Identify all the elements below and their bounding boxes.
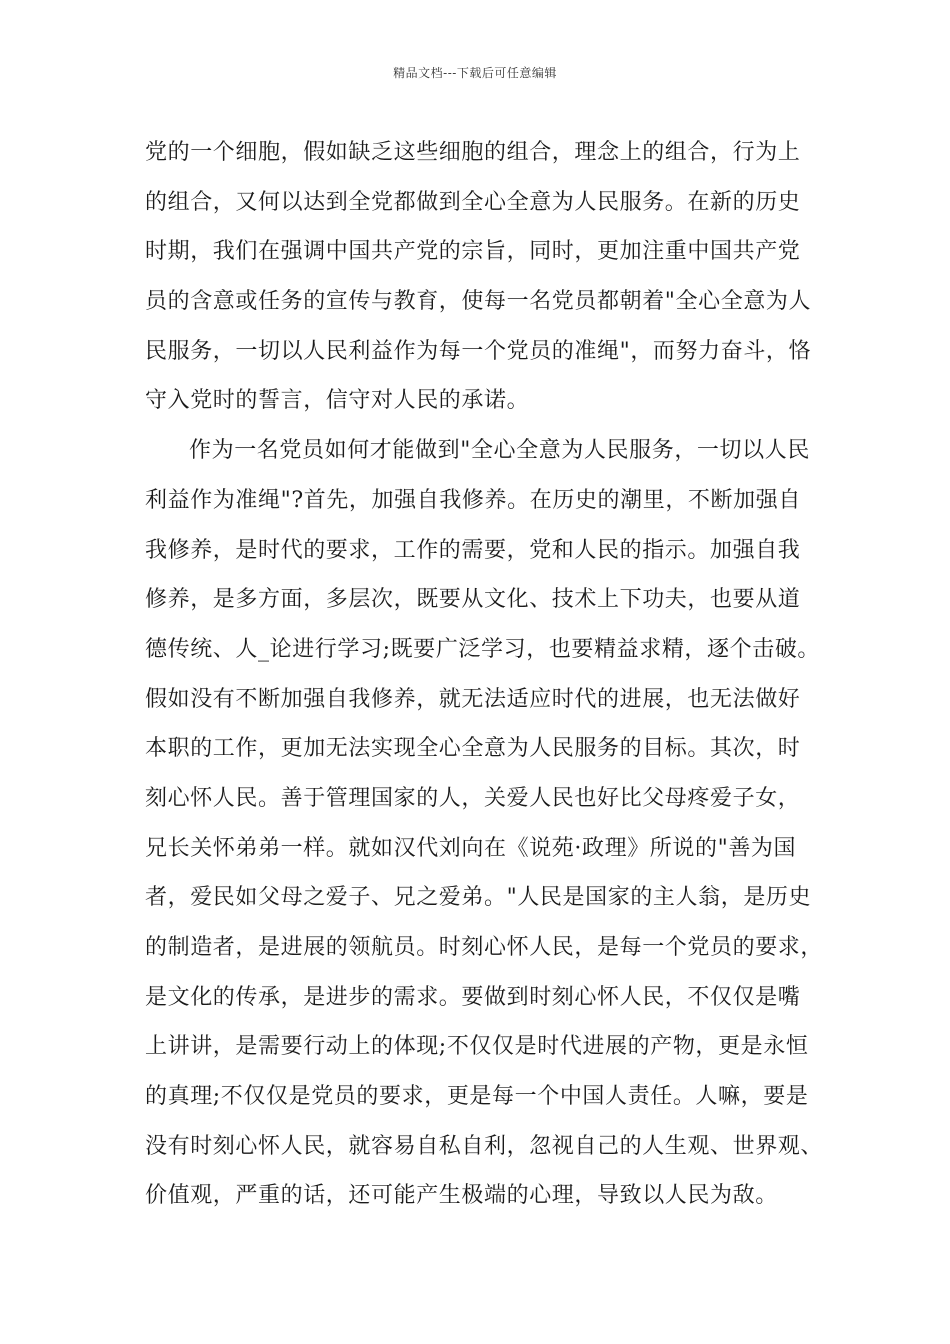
text-line: 时期，我们在强调中国共产党的宗旨，同时，更加注重中国共产党 — [145, 239, 801, 265]
text-line: 者，爱民如父母之爱子、兄之爱弟。"人民是国家的主人翁，是历史 — [145, 885, 812, 911]
body-text — [145, 132, 824, 1225]
text-line: 是文化的传承，是进步的需求。要做到时刻心怀人民，不仅仅是嘴 — [145, 984, 801, 1010]
page-header: 精品文档---下载后可任意编辑 — [393, 66, 557, 80]
text-line: 我修养，是时代的要求，工作的需要，党和人民的指示。加强自我 — [145, 537, 801, 563]
text-line: 员的含意或任务的宣传与教育，使每一名党员都朝着"全心全意为人 — [145, 289, 812, 315]
text-line: 刻心怀人民。善于管理国家的人，关爱人民也好比父母疼爱子女， — [145, 785, 801, 811]
text-line: 的真理;不仅仅是党员的要求，更是每一个中国人责任。人嘛，要是 — [145, 1084, 809, 1110]
text-line: 德传统、人_论进行学习;既要广泛学习，也要精益求精，逐个击破。 — [145, 636, 821, 662]
text-line: 党的一个细胞，假如缺乏这些细胞的组合，理念上的组合，行为上 — [145, 140, 801, 165]
text-line: 利益作为准绳"?首先，加强自我修养。在历史的潮里，不断加强自 — [145, 487, 801, 513]
text-line: 民服务，一切以人民利益作为每一个党员的准绳"，而努力奋斗，恪 — [145, 338, 812, 364]
text-line: 没有时刻心怀人民，就容易自私自利，忽视自己的人生观、世界观、 — [145, 1133, 824, 1159]
text-line: 上讲讲，是需要行动上的体现;不仅仅是时代进展的产物，更是永恒 — [145, 1034, 809, 1060]
text-line: 本职的工作，更加无法实现全心全意为人民服务的目标。其次，时 — [145, 736, 801, 762]
text-line: 价值观，严重的话，还可能产生极端的心理，导致以人民为敌。 — [145, 1183, 778, 1209]
paragraph-start-line: 作为一名党员如何才能做到"全心全意为人民服务，一切以人民 — [189, 438, 810, 464]
text-line: 的组合，又何以达到全党都做到全心全意为人民服务。在新的历史 — [145, 189, 801, 215]
text-line: 兄长关怀弟弟一样。就如汉代刘向在《说苑·政理》所说的"善为国 — [145, 835, 797, 861]
text-line: 修养，是多方面，多层次，既要从文化、技术上下功夫，也要从道 — [145, 587, 801, 613]
text-line: 假如没有不断加强自我修养，就无法适应时代的进展，也无法做好 — [145, 686, 801, 712]
text-line: 的制造者，是进展的领航员。时刻心怀人民，是每一个党员的要求， — [145, 935, 824, 960]
text-line: 守入党时的誓言，信守对人民的承诺。 — [145, 388, 530, 414]
